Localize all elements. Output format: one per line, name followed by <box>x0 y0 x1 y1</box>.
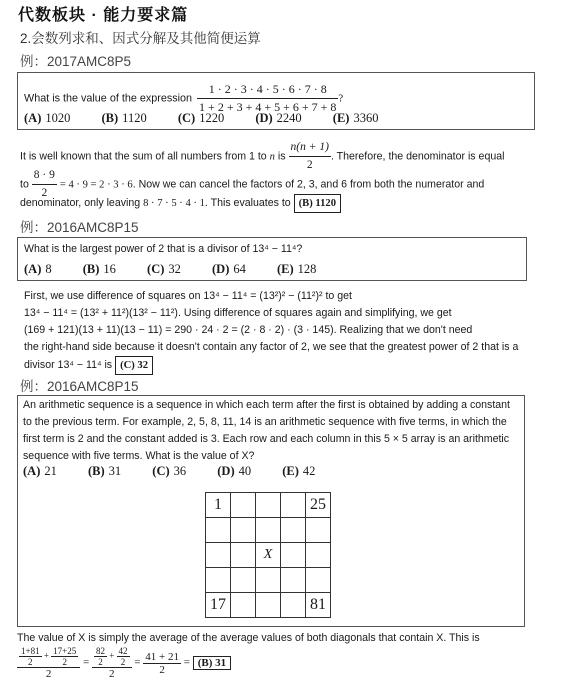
grid-cell <box>281 568 306 593</box>
grid-cell <box>206 543 231 568</box>
example-1-answer: (B) 1120 <box>294 194 341 213</box>
example-1-question: What is the value of the expression $\frac{1 \cdot 2 \cdot 3 \cdot 4 \cdot 5 \cdot 6 \cdot 7 \cdot 8}{1 + 2 + 3 + 4 + 5 + 6 + 7 + 8}$ ? <box>24 82 344 114</box>
example-2-label: 例：2016AMC8P15 <box>20 220 139 235</box>
choice-b[interactable]: (B) 16 <box>82 262 116 276</box>
outer-fraction: $\frac{1+81}{2}$ + $\frac{17+25}{2}$ 2 <box>17 646 80 680</box>
choice-c[interactable]: (C) 36 <box>152 464 187 478</box>
example-1-solution-line-3: denominator, only leaving 8 · 7 · 5 · 4 · 1. This evaluates to (B) 1120 <box>20 194 560 213</box>
grid-cell-x: X <box>256 543 281 568</box>
grid-cell: 17 <box>206 593 231 618</box>
example-1-solution-line-1: It is well known that the sum of all numbers from 1 to n is $\frac{n(n + 1)}{2}$ . Therefore, the denominator is equal <box>20 139 560 174</box>
grid-cell: 1 <box>206 493 231 518</box>
choice-a[interactable]: (A) 21 <box>23 464 57 478</box>
grid-cell <box>256 593 281 618</box>
example-1-expression: $\frac{1 \cdot 2 \cdot 3 \cdot 4 \cdot 5 \cdot 6 \cdot 7 \cdot 8}{1 + 2 + 3 + 4 + 5 + 6 + 7 + 8}$ <box>199 82 337 114</box>
example-2-solution-line-1: First, we use difference of squares on 13⁴ − 11⁴ = (13²)² − (11²)² to get <box>24 290 352 302</box>
example-3-choices <box>23 464 343 479</box>
page-heading: 代数板块 · 能力要求篇 <box>18 7 189 24</box>
grid-cell: 81 <box>306 593 331 618</box>
example-2-solution-line-5: divisor 13⁴ − 11⁴ is (C) 32 <box>24 356 554 375</box>
choice-d[interactable]: (D) 40 <box>217 464 252 478</box>
grid-cell <box>281 593 306 618</box>
grid-row <box>206 593 331 618</box>
example-3-label: 例：2016AMC8P15 <box>20 379 139 394</box>
example-1-problem-box <box>17 72 535 130</box>
grid-cell <box>306 543 331 568</box>
example-3-question-line-2: to the previous term. For example, 2, 5, 8, 11, 14 is an arithmetic sequence with five terms, in which the <box>23 416 507 428</box>
example-3-solution-formula: $\frac{1+81}{2}$ + $\frac{17+25}{2}$ 2 = $\frac{82}{2}$ + $\frac{42}{2}$ 2 = $\frac{41 + 21}{2}$ = (B) 31 <box>17 646 231 680</box>
choice-a[interactable]: (A) 1020 <box>24 111 71 125</box>
grid-cell <box>231 543 256 568</box>
example-2-answer: (C) 32 <box>115 356 153 375</box>
grid-row <box>206 543 331 568</box>
section-subheading: 2.会数列求和、因式分解及其他简便运算 <box>20 31 261 46</box>
grid-cell <box>206 568 231 593</box>
grid-cell: 25 <box>306 493 331 518</box>
choice-e[interactable]: (E) 128 <box>277 262 317 276</box>
example-3-question-line-3: first term is 2 and the constant added is 3. Each row and each column in this 5 × 5 array is an arithmetic <box>23 433 510 445</box>
example-2-problem-box <box>17 237 527 281</box>
choice-b[interactable]: (B) 31 <box>87 464 122 478</box>
grid-row <box>206 568 331 593</box>
choice-c[interactable]: (C) 1220 <box>177 111 225 125</box>
final-fraction: $\frac{41 + 21}{2}$ <box>145 650 179 676</box>
grid-cell <box>231 518 256 543</box>
grid-cell <box>206 518 231 543</box>
example-3-question-line-4: sequence with five terms. What is the value of X? <box>23 450 255 462</box>
choice-b[interactable]: (B) 1120 <box>101 111 147 125</box>
grid-cell <box>281 493 306 518</box>
choice-c[interactable]: (C) 32 <box>147 262 181 276</box>
choice-e[interactable]: (E) 3360 <box>332 111 379 125</box>
grid-cell <box>281 543 306 568</box>
example-3-question <box>23 397 523 465</box>
grid-cell <box>256 568 281 593</box>
example-2-solution-line-3: (169 + 121)(13 + 11)(13 − 11) = 290 · 24 · 2 = (2 · 8 · 2) · (3 · 145). Realizing that we don't need <box>24 324 473 336</box>
example-3-answer: (B) 31 <box>193 656 231 670</box>
grid-cell <box>281 518 306 543</box>
choice-e[interactable]: (E) 42 <box>282 464 316 478</box>
example-2-choices <box>24 262 344 277</box>
grid-cell <box>231 568 256 593</box>
example-2-solution <box>24 288 554 375</box>
grid-cell <box>306 568 331 593</box>
grid-cell <box>231 493 256 518</box>
sum-formula: $\frac{n(n + 1)}{2}$ <box>290 141 329 171</box>
denominator-fraction: $\frac{8 \cdot 9}{2}$ <box>33 169 55 199</box>
choice-d[interactable]: (D) 64 <box>212 262 246 276</box>
middle-fraction: $\frac{82}{2}$ + $\frac{42}{2}$ 2 <box>92 646 132 680</box>
example-3-question-line-1: An arithmetic sequence is a sequence in which each term after the first is obtained by adding a constant <box>23 399 511 411</box>
grid-cell <box>256 493 281 518</box>
example-2-question: What is the largest power of 2 that is a divisor of 13⁴ − 11⁴? <box>24 243 303 255</box>
arithmetic-grid <box>205 492 331 618</box>
example-1-solution-line-2: to $\frac{8 \cdot 9}{2}$ = 4 · 9 = 2 · 3 · 6. Now we can cancel the factors of 2, 3, and 6 from both the numerator and <box>20 167 560 202</box>
grid-cell <box>306 518 331 543</box>
choice-a[interactable]: (A) 8 <box>24 262 52 276</box>
example-1-label: 例：2017AMC8P5 <box>20 54 132 69</box>
example-2-solution-line-2: 13⁴ − 11⁴ = (13² + 11²)(13² − 11²). Using difference of squares again and simplifying, we get <box>24 307 452 319</box>
grid-cell <box>231 593 256 618</box>
choice-d[interactable]: (D) 2240 <box>255 111 302 125</box>
grid-row <box>206 493 331 518</box>
grid-cell <box>256 518 281 543</box>
example-3-solution-line-1: The value of X is simply the average of the average values of both diagonals that contain X. This is <box>17 632 480 644</box>
example-2-solution-line-4: the right-hand side because it doesn't contain any factor of 2, we see that the greatest power of 2 that is a <box>24 341 519 353</box>
example-1-choices <box>24 111 406 126</box>
grid-row <box>206 518 331 543</box>
